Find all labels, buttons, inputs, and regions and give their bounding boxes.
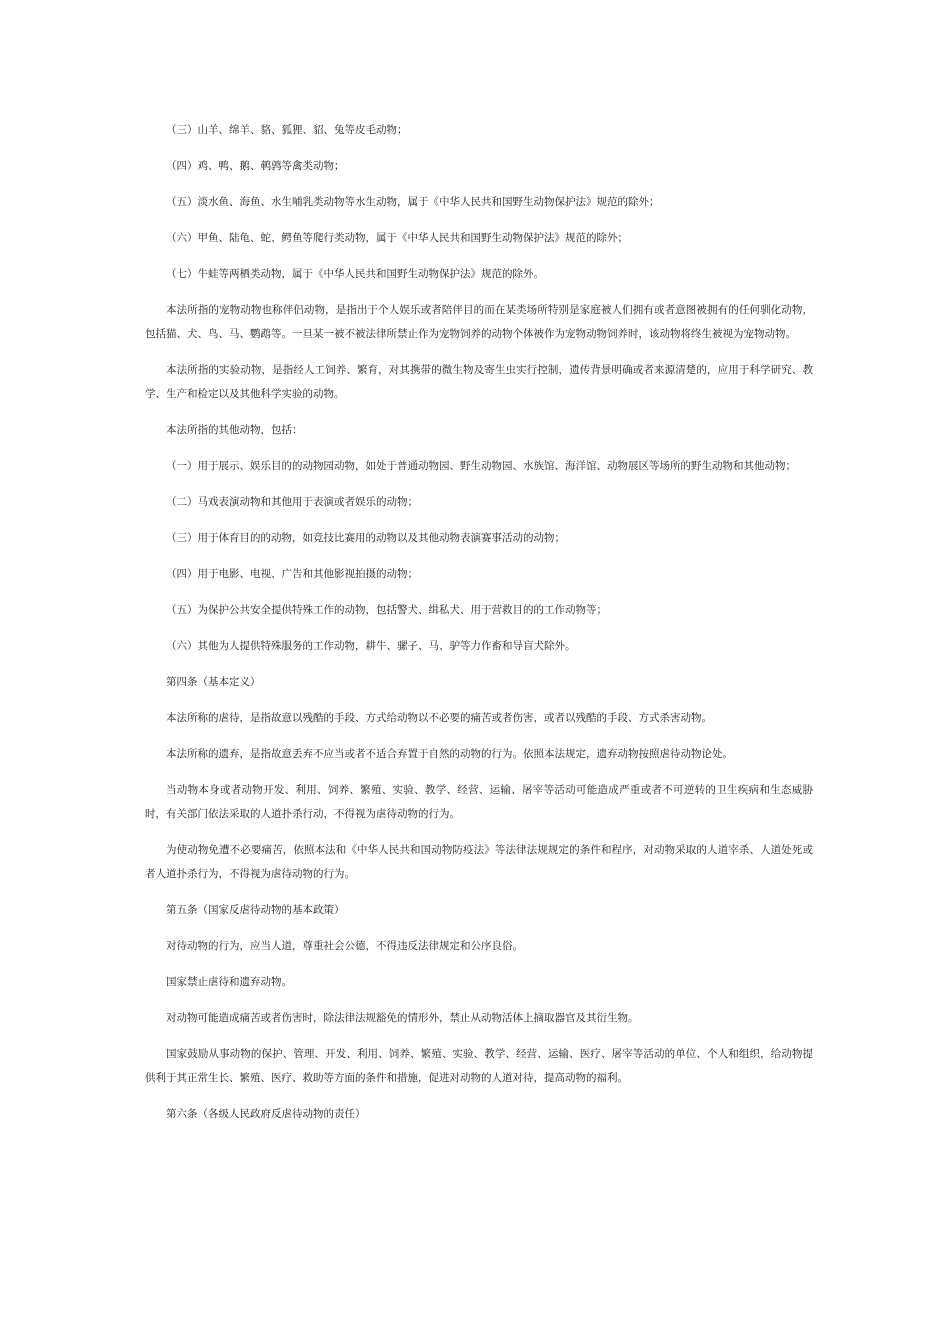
paragraph: （一）用于展示、娱乐目的的动物园动物，如处于普通动物园、野生动物园、水族馆、海洋馆、动物展区等场所的野生动物和其他动物； [166,460,796,472]
paragraph: 本法所指的实验动物，是指经人工饲养、繁育，对其携带的微生物及寄生虫实行控制，遗传背景明确或者来源清楚的，应用于科学研究、教学、生产和检定以及其他科学实验的动物。 [145,364,813,400]
paragraph: （七）牛蛙等两栖类动物，属于《中华人民共和国野生动物保护法》规范的除外。 [166,268,544,280]
paragraph: （三）用于体育目的的动物，如竞技比赛用的动物以及其他动物表演赛事活动的动物； [166,532,565,544]
paragraph: 国家禁止虐待和遗弃动物。 [166,976,292,988]
paragraph: （三）山羊、绵羊、貉、狐狸、貂、兔等皮毛动物； [166,124,408,136]
paragraph: 对待动物的行为，应当人道，尊重社会公德，不得违反法律规定和公序良俗。 [166,940,523,952]
paragraph: 对动物可能造成痛苦或者伤害时，除法律法规豁免的情形外，禁止从动物活体上摘取器官及其衍生物。 [166,1012,639,1024]
paragraph: 本法所称的虐待，是指故意以残酷的手段、方式给动物以不必要的痛苦或者伤害，或者以残酷的手段、方式杀害动物。 [166,712,712,724]
paragraph: （六）其他为人提供特殊服务的工作动物，耕牛、骡子、马、驴等力作畜和导盲犬除外。 [166,640,576,652]
paragraph: 当动物本身或者动物开发、利用、饲养、繁殖、实验、教学、经营、运输、屠宰等活动可能造成严重或者不可逆转的卫生疾病和生态威胁时，有关部门依法采取的人道扑杀行动，不得视为虐待动物的行为。 [145,784,813,820]
article-heading: 第六条（各级人民政府反虐待动物的责任） [166,1108,366,1120]
paragraph: 国家鼓励从事动物的保护、管理、开发、利用、饲养、繁殖、实验、教学、经营、运输、医疗、屠宰等活动的单位、个人和组织，给动物提供利于其正常生长、繁殖、医疗、救助等方面的条件和措施，促进对动物的人道对待，提高动物的福利。 [145,1048,813,1084]
paragraph: （六）甲鱼、陆龟、蛇、鳄鱼等爬行类动物，属于《中华人民共和国野生动物保护法》规范的除外； [166,232,628,244]
paragraph: （五）为保护公共安全提供特殊工作的动物，包括警犬、缉私犬、用于营救目的的工作动物等； [166,604,607,616]
paragraph: （四）鸡、鸭、鹅、鹌鹑等禽类动物； [166,160,345,172]
paragraph: （二）马戏表演动物和其他用于表演或者娱乐的动物； [166,496,418,508]
paragraph: （四）用于电影、电视、广告和其他影视拍摄的动物； [166,568,418,580]
article-heading: 第四条（基本定义） [166,676,261,688]
paragraph: （五）淡水鱼、海鱼、水生哺乳类动物等水生动物，属于《中华人民共和国野生动物保护法》规范的除外； [166,196,660,208]
paragraph: 本法所称的遗弃，是指故意丢弃不应当或者不适合弃置于自然的动物的行为。依照本法规定，遗弃动物按照虐待动物论处。 [166,748,733,760]
paragraph: 本法所指的其他动物，包括： [166,424,303,436]
article-heading: 第五条（国家反虐待动物的基本政策） [166,904,345,916]
paragraph: 本法所指的宠物动物也称伴侣动物，是指出于个人娱乐或者陪伴目的而在某类场所特别是家庭被人们拥有或者意图被拥有的任何驯化动物，包括猫、犬、鸟、马、鹦鹉等。一旦某一被不被法律所禁止作为宠物饲养的动物个体被作为宠物动物饲养时，该动物将终生被视为宠物动物。 [145,304,813,340]
document-page [145,118,813,1138]
paragraph: 为使动物免遭不必要痛苦，依照本法和《中华人民共和国动物防疫法》等法律法规规定的条件和程序，对动物采取的人道宰杀、人道处死或者人道扑杀行为，不得视为虐待动物的行为。 [145,844,813,880]
